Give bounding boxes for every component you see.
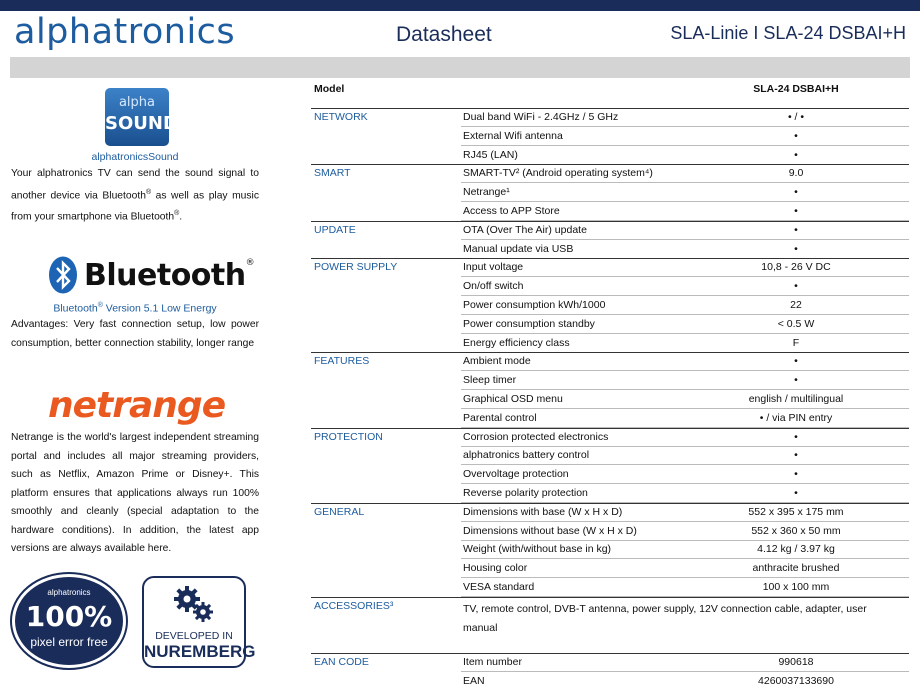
table-row [311,559,909,578]
row-feature: Weight (with/without base in kg) [463,543,612,556]
row-value: 552 x 395 x 175 mm [748,505,844,518]
model-line: SLA-Linie I SLA-24 DSBAI+H [670,23,906,43]
section-divider [311,352,909,353]
row-value: 4260037133690 [758,674,834,687]
row-value: 22 [790,299,802,311]
table-row [311,315,909,334]
row-feature: Reverse polarity protection [463,487,588,499]
row-value: F [792,336,800,349]
badge-top: alphatronics [47,588,91,597]
section-divider [311,503,909,504]
section-divider [311,258,909,259]
accessories-text: TV, remote control, DVB-T antenna, power supply, 12V connection cable, adapter, user manual [463,602,867,634]
row-value: • [794,242,798,255]
table-row [311,540,909,559]
table-row [311,164,909,183]
row-value: • [794,129,798,142]
row-feature: Housing color [463,562,528,575]
row-value: • [794,186,798,199]
section-divider [311,653,909,654]
row-feature: Dual band WiFi - 2.4GHz / 5 GHz [463,111,619,123]
bluetooth-text: Advantages: Very fast connection setup, low power consumption, better connection stability, longer range [11,319,259,349]
section-divider [311,597,909,598]
row-feature: Ambient mode [463,355,531,368]
table-row [311,221,909,240]
row-value: • [794,449,798,462]
table-row [311,653,909,672]
table-row [311,240,909,259]
netrange-logo: netrange [48,385,226,426]
table-row [311,428,909,447]
row-feature: Corrosion protected electronics [463,430,609,443]
row-category: GENERAL [314,505,365,518]
row-feature: EAN [463,674,485,687]
row-value: • / via PIN entry [759,411,833,424]
row-feature: Manual update via USB [463,242,574,255]
table-row [311,202,909,221]
row-category: POWER SUPPLY [314,261,398,274]
row-value: • [794,487,798,499]
table-row [311,465,909,484]
sound-text: Your alphatronics TV can send the sound signal to another device via Bluetooth® as well as play music from your smartphone via Bluetooth®. [11,168,259,223]
row-value: anthracite brushed [752,562,840,575]
row-value: english / multilingual [748,393,844,405]
row-feature: Dimensions without base (W x H x D) [463,524,637,537]
row-feature: OTA (Over The Air) update [463,223,587,236]
table-row [311,578,909,597]
row-value: < 0.5 W [777,317,815,330]
doc-title: Datasheet [396,23,492,46]
row-category: SMART [314,167,351,180]
gears-icon [171,584,217,624]
row-category: UPDATE [314,223,356,236]
row-category: FEATURES [314,355,370,368]
table-header-row [311,80,909,99]
table-row [311,390,909,409]
section-divider [311,428,909,429]
developed-in-nuremberg-badge [142,576,256,668]
bluetooth-icon [48,256,78,294]
row-value: 552 x 360 x 50 mm [751,524,841,537]
bluetooth-caption: Bluetooth® Version 5.1 Low Energy [53,302,217,315]
row-feature: Parental control [463,411,537,424]
bluetooth-logo [48,255,254,295]
row-feature: Netrange¹ [463,186,510,199]
table-row [311,371,909,390]
section-divider [311,164,909,165]
alpha-sound-logo [105,88,178,146]
row-feature: RJ45 (LAN) [463,148,518,161]
row-value: 990618 [778,655,814,668]
table-row [311,446,909,465]
sound-caption: alphatronicsSound [91,151,179,163]
row-category: NETWORK [314,111,368,123]
row-feature: On/off switch [463,280,524,293]
table-row [311,127,909,146]
table-row [311,503,909,522]
table-row [311,296,909,315]
model-label: Model [314,83,345,95]
table-row [311,352,909,371]
table-row [311,108,909,127]
row-value: 10,8 - 26 V DC [761,261,831,274]
model-value: SLA-24 DSBAI+H [753,83,839,95]
row-feature: Graphical OSD menu [463,393,563,405]
sound-logo-line1: alpha [118,95,156,110]
nuremberg-line1: DEVELOPED IN [155,630,233,642]
top-bar [0,0,920,11]
netrange-text: Netrange is the world's largest independent streaming portal and includes all major streaming providers, such as Netflix, Amazon Prime or Disney+. This platform ensures that applications always run 100% smoothly and cleanly (special adaptation to the hardware conditions). In addition, the latest app versions are always available here. [11,432,259,554]
bluetooth-wordmark: Bluetooth® [84,257,255,293]
row-feature: Sleep timer [463,374,517,387]
table-row [311,258,909,277]
table-row [311,334,909,353]
badge-bottom: pixel error free [30,635,108,649]
row-value: • [794,280,798,293]
row-feature: Item number [463,655,522,668]
pixel-error-free-badge [9,571,129,671]
row-value: • [794,205,798,217]
table-row [311,484,909,503]
table-row [311,183,909,202]
row-feature: Access to APP Store [463,205,560,217]
accessories-label: ACCESSORIES³ [314,599,394,612]
badge-big: 100% [25,600,113,633]
row-category: PROTECTION [314,430,383,443]
row-value: • [794,223,798,236]
row-value: 4.12 kg / 3.97 kg [757,543,835,556]
row-feature: Energy efficiency class [463,336,570,349]
row-value: • [794,355,798,368]
row-value: • [794,148,798,161]
accessories-row [311,597,909,649]
table-row [311,672,909,690]
row-feature: SMART-TV² (Android operating system⁴) [463,167,653,180]
row-value: 100 x 100 mm [762,581,830,593]
table-row [311,409,909,428]
row-value: • [794,430,798,443]
table-row [311,146,909,165]
gray-bar [10,57,910,78]
row-feature: Power consumption standby [463,317,595,330]
table-row [311,277,909,296]
row-feature: Dimensions with base (W x H x D) [463,505,623,518]
row-feature: VESA standard [463,581,535,593]
row-feature: External Wifi antenna [463,129,563,142]
row-value: • / • [787,111,805,123]
row-value: • [794,468,798,481]
row-feature: alphatronics battery control [463,449,590,462]
row-value: 9.0 [788,167,804,180]
row-feature: Power consumption kWh/1000 [463,299,606,311]
section-divider [311,108,909,109]
section-divider [311,221,909,222]
row-value: • [794,374,798,387]
brand-logo: alphatronics [14,12,236,52]
row-feature: Overvoltage protection [463,468,569,481]
table-row [311,522,909,541]
row-category: EAN CODE [314,655,369,668]
sound-logo-line2: SOUND [105,113,178,134]
row-feature: Input voltage [463,261,524,274]
nuremberg-line2: NUREMBERG [144,642,256,661]
